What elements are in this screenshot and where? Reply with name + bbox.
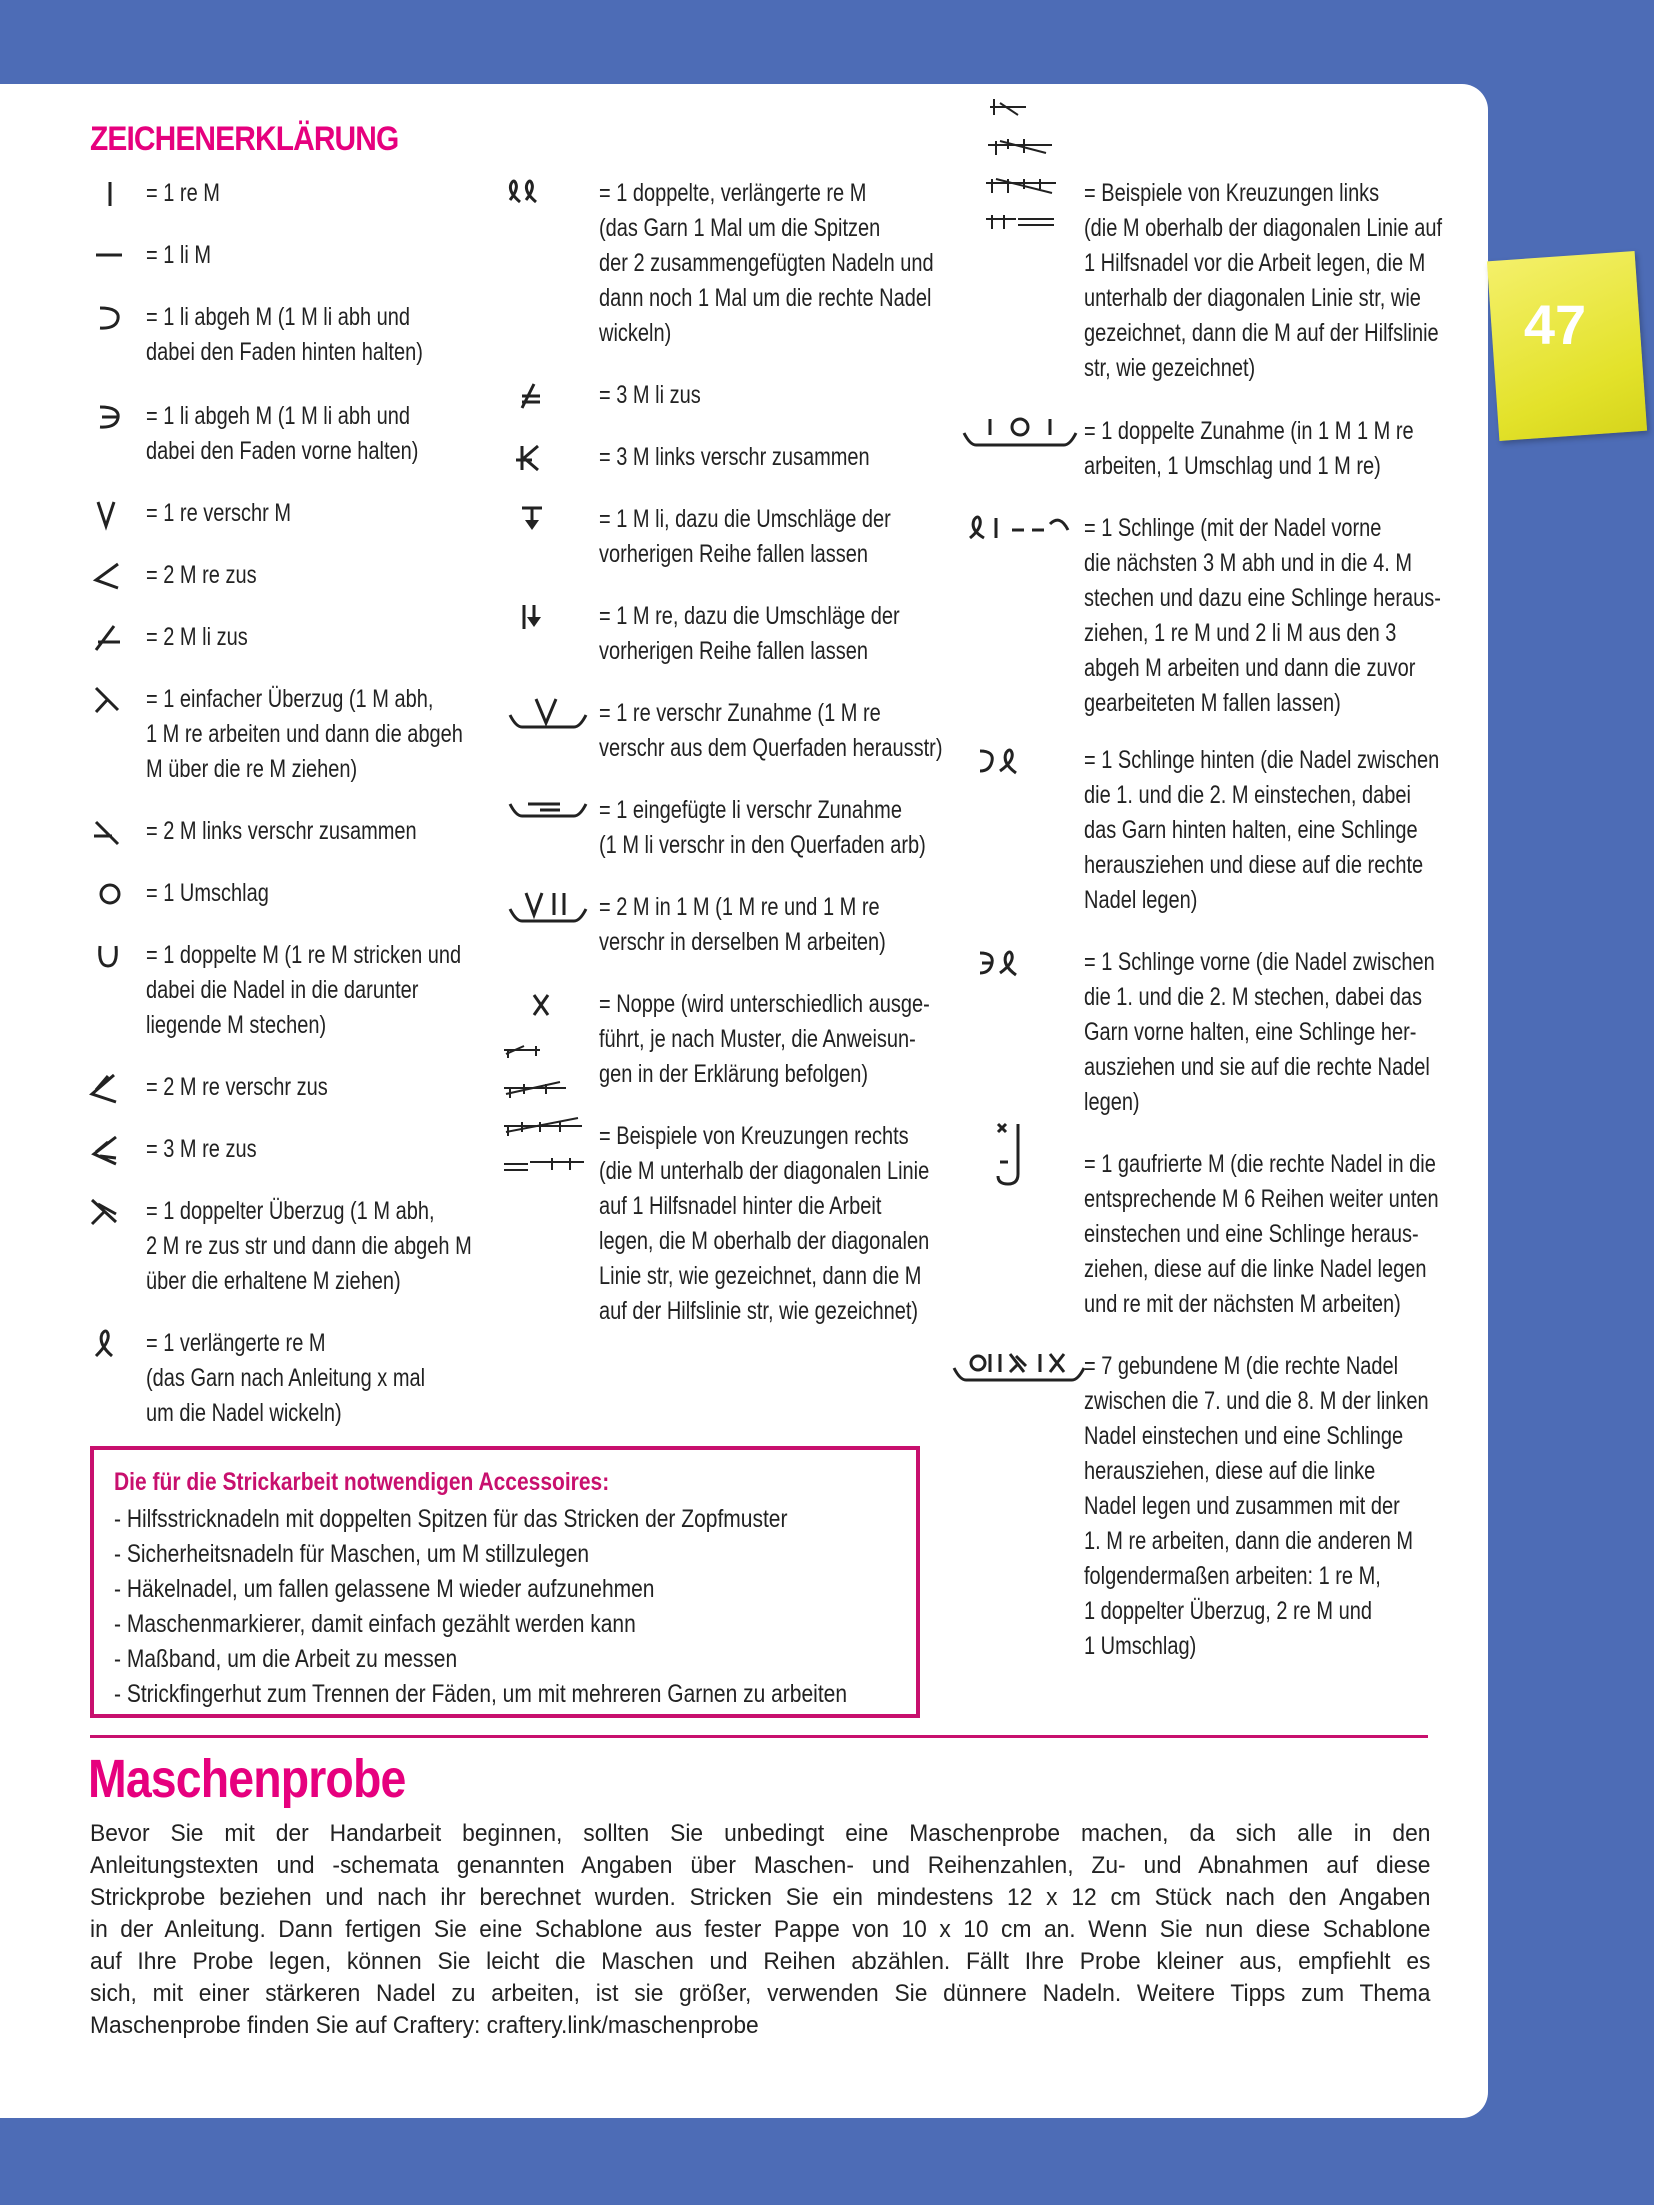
legend-line: Nadel legen und zusammen mit der [1084, 1492, 1400, 1520]
legend-line: M über die re M ziehen) [146, 755, 358, 783]
paragraph-line: auf Ihre Probe legen, können Sie leicht die Maschen und Reihen abzählen. Fällt Ihre Probe kleiner aus, empfiehlt es [90, 1948, 1431, 1975]
gathered-stitch-icon [960, 1147, 1040, 1181]
seven-bound-icon [960, 1349, 1084, 1383]
double-decrease-icon [86, 1194, 122, 1228]
legend-line: str, wie gezeichnet) [1084, 354, 1256, 382]
legend-line: (1 M li verschr in den Querfaden arb) [599, 831, 926, 859]
legend-line: stechen und dazu eine Schlinge heraus- [1084, 584, 1441, 612]
legend-line: dann noch 1 Mal um die rechte Nadel [599, 284, 932, 312]
legend-line: = 3 M li zus [599, 381, 701, 409]
legend-line: = 7 gebundene M (die rechte Nadel [1084, 1352, 1399, 1380]
list-item: - Maßband, um die Arbeit zu messen [114, 1645, 458, 1673]
legend-line: die 1. und die 2. M stechen, dabei das [1084, 983, 1423, 1011]
k2tog-tbl-icon [86, 1070, 122, 1104]
legend-line: das Garn hinten halten, eine Schlinge [1084, 816, 1418, 844]
p2tog-tbl-icon [86, 814, 122, 848]
legend-text [1084, 414, 1414, 484]
legend-line: = 2 M links verschr zusammen [146, 817, 417, 845]
legend-line: dabei die Nadel in die darunter [146, 976, 419, 1004]
list-item: - Häkelnadel, um fallen gelassene M wieder aufzunehmen [114, 1575, 655, 1603]
legend-text [1084, 945, 1435, 1120]
legend-line: herausziehen und diese auf die rechte [1084, 851, 1424, 879]
legend-line: (die M unterhalb der diagonalen Linie [599, 1157, 930, 1185]
elongated-stitch-icon [86, 1326, 122, 1360]
legend-line: (die M oberhalb der diagonalen Linie auf [1084, 214, 1443, 242]
legend-text [146, 876, 269, 911]
legend-text [599, 793, 926, 863]
legend-line: = 3 M re zus [146, 1135, 257, 1163]
legend-line: die 1. und die 2. M einstechen, dabei [1084, 781, 1411, 809]
legend-line: legen) [1084, 1088, 1140, 1116]
paragraph-line: sich, mit einer stärkeren Nadel zu arbeiten, ist sie größer, verwenden Sie dünnere Nadeln. Weitere Tipps zum Thema [90, 1980, 1431, 2007]
legend-line: = 1 eingefügte li verschr Zunahme [599, 796, 902, 824]
knit-stitch-icon [86, 176, 122, 210]
legend-heading: ZEICHENERKLÄRUNG [90, 120, 399, 158]
legend-text [599, 599, 900, 669]
legend-text [1084, 743, 1439, 918]
accessories-title: Die für die Strickarbeit notwendigen Accessoires: [114, 1468, 610, 1496]
two-in-one-icon [500, 890, 590, 924]
legend-line: = 1 M re, dazu die Umschläge der [599, 602, 900, 630]
legend-line: = 1 Schlinge hinten (die Nadel zwischen [1084, 746, 1440, 774]
legend-text [146, 620, 248, 655]
legend-line: = Noppe (wird unterschiedlich ausge- [599, 990, 930, 1018]
legend-text [1084, 1147, 1439, 1322]
legend-text [146, 1194, 472, 1299]
yarn-over-icon [86, 876, 122, 910]
legend-line: = 1 doppelter Überzug (1 M abh, [146, 1197, 435, 1225]
legend-line: vorherigen Reihe fallen lassen [599, 540, 869, 568]
legend-line: = 2 M li zus [146, 623, 248, 651]
legend-line: = 2 M re verschr zus [146, 1073, 328, 1101]
legend-line: zwischen die 7. und die 8. M der linken [1084, 1387, 1429, 1415]
legend-line: 1 M re arbeiten und dann die abgeh [146, 720, 463, 748]
legend-line: auf 1 Hilfsnadel hinter die Arbeit [599, 1192, 882, 1220]
legend-text [599, 176, 934, 351]
accessories-box [90, 1446, 920, 1718]
legend-line: liegende M stechen) [146, 1011, 327, 1039]
legend-text [146, 176, 220, 211]
left-cross-icon [960, 176, 1060, 210]
legend-text [146, 399, 418, 469]
legend-line: = 1 re verschr M [146, 499, 292, 527]
legend-text [599, 502, 891, 572]
legend-line: wickeln) [599, 319, 672, 347]
legend-line: = 3 M links verschr zusammen [599, 443, 870, 471]
list-item: - Maschenmarkierer, damit einfach gezählt werden kann [114, 1610, 636, 1638]
legend-line: um die Nadel wickeln) [146, 1399, 342, 1427]
legend-line: = 1 re M [146, 179, 220, 207]
legend-line: = Beispiele von Kreuzungen links [1084, 179, 1380, 207]
double-increase-icon [960, 414, 1080, 448]
legend-line: die nächsten 3 M abh und in die 4. M [1084, 549, 1412, 577]
legend-line: = 1 einfacher Überzug (1 M abh, [146, 685, 434, 713]
legend-text [146, 1132, 257, 1167]
legend-line: = 1 doppelte Zunahme (in 1 M 1 M re [1084, 417, 1414, 445]
list-item: - Hilfsstricknadeln mit doppelten Spitzen für das Stricken der Zopfmuster [114, 1505, 788, 1533]
legend-line: = 1 verlängerte re M [146, 1329, 326, 1357]
legend-line: (das Garn 1 Mal um die Spitzen [599, 214, 881, 242]
legend-text [599, 1119, 929, 1329]
legend-line: = 1 re verschr Zunahme (1 M re [599, 699, 881, 727]
paragraph-line: Strickprobe beziehen und nach ihr berechnet wurden. Stricken Sie ein mindestens 12 x 12 cm Stück nach den Angaben [90, 1884, 1431, 1911]
accessories-list [114, 1502, 987, 1712]
legend-line: = 1 M li, dazu die Umschläge der [599, 505, 891, 533]
legend-line: auf der Hilfslinie str, wie gezeichnet) [599, 1297, 919, 1325]
legend-line: verschr aus dem Querfaden herausstr) [599, 734, 943, 762]
maschenprobe-title: Maschenprobe [88, 1749, 406, 1809]
legend-line: führt, je nach Muster, die Anweisun- [599, 1025, 916, 1053]
p3tog-icon [500, 378, 550, 412]
legend-line: dabei den Faden vorne halten) [146, 437, 419, 465]
double-elongated-icon [500, 176, 550, 210]
legend-line: ziehen, diese auf die linke Nadel legen [1084, 1255, 1427, 1283]
k3tog-icon [86, 1132, 122, 1166]
p2tog-icon [86, 620, 122, 654]
legend-line: = 1 Schlinge (mit der Nadel vorne [1084, 514, 1382, 542]
paragraph-line: Anleitungstexten und -schemata genannten Angaben über Maschen- und Reihenzahlen, Zu- und Abnahmen auf diese [90, 1852, 1431, 1879]
legend-text [1084, 176, 1442, 386]
legend-line: = 1 li abgeh M (1 M li abh und [146, 402, 411, 430]
legend-line: über die erhaltene M ziehen) [146, 1267, 401, 1295]
legend-line: = 1 Umschlag [146, 879, 269, 907]
skp-icon [86, 682, 122, 716]
legend-line: vorherigen Reihe fallen lassen [599, 637, 869, 665]
twisted-increase-icon [500, 696, 590, 730]
purl-stitch-icon [86, 238, 122, 272]
purl-twisted-increase-icon [500, 793, 590, 827]
list-item: - Sicherheitsnadeln für Maschen, um M stillzulegen [114, 1540, 590, 1568]
legend-text [146, 682, 463, 787]
legend-line: einstechen und eine Schlinge heraus- [1084, 1220, 1419, 1248]
legend-line: legen, die M oberhalb der diagonalen [599, 1227, 930, 1255]
legend-text [146, 1070, 328, 1105]
loop-front-icon [960, 945, 1040, 979]
legend-line: der 2 zusammengefügten Nadeln und [599, 249, 934, 277]
purl-drop-yo-icon [500, 502, 550, 536]
legend-line: = 1 gaufrierte M (die rechte Nadel in die [1084, 1150, 1436, 1178]
legend-text [599, 378, 701, 413]
legend-line: = 1 doppelte M (1 re M stricken und [146, 941, 462, 969]
paragraph-line: Maschenprobe finden Sie auf Craftery: craftery.link/maschenprobe [90, 2012, 759, 2039]
legend-line: 1 Hilfsnadel vor die Arbeit legen, die M [1084, 249, 1426, 277]
legend-text [146, 558, 257, 593]
legend-line: folgendermaßen arbeiten: 1 re M, [1084, 1562, 1381, 1590]
legend-line: = 1 li M [146, 241, 212, 269]
legend-text [599, 696, 942, 766]
legend-text [146, 938, 461, 1043]
legend-line: verschr in derselben M arbeiten) [599, 928, 886, 956]
legend-line: gen in der Erklärung befolgen) [599, 1060, 869, 1088]
legend-line: gearbeiteten M fallen lassen) [1084, 689, 1341, 717]
paragraph-line: Bevor Sie mit der Handarbeit beginnen, sollten Sie unbedingt eine Maschenprobe machen, da sich alle in den [90, 1820, 1431, 1847]
legend-text [599, 440, 870, 475]
legend-line: 2 M re zus str und dann die abgeh M [146, 1232, 472, 1260]
legend-line: und re mit der nächsten M arbeiten) [1084, 1290, 1401, 1318]
loop-icon [960, 511, 1080, 545]
legend-line: = 1 doppelte, verlängerte re M [599, 179, 867, 207]
knit-drop-yo-icon [500, 599, 550, 633]
bobble-icon [500, 987, 550, 1021]
legend-line: = 1 li abgeh M (1 M li abh und [146, 303, 411, 331]
legend-text [146, 300, 423, 370]
legend-line: unterhalb der diagonalen Linie str, wie [1084, 284, 1421, 312]
legend-line: 1. M re arbeiten, dann die anderen M [1084, 1527, 1414, 1555]
legend-line: = 2 M in 1 M (1 M re und 1 M re [599, 893, 880, 921]
legend-text [599, 890, 886, 960]
legend-line: dabei den Faden hinten halten) [146, 338, 423, 366]
legend-line: arbeiten, 1 Umschlag und 1 M re) [1084, 452, 1381, 480]
legend-line: = 2 M re zus [146, 561, 257, 589]
legend-line: ziehen, 1 re M und 2 li M aus den 3 [1084, 619, 1397, 647]
k2tog-icon [86, 558, 122, 592]
page-number: 47 [1523, 293, 1587, 356]
legend-line: = Beispiele von Kreuzungen rechts [599, 1122, 909, 1150]
right-cross-icon [500, 1119, 590, 1153]
twisted-knit-icon [86, 496, 122, 530]
double-stitch-icon [86, 938, 122, 972]
maschenprobe-text [90, 1818, 1430, 2042]
legend-text [146, 814, 417, 849]
legend-line: (das Garn nach Anleitung x mal [146, 1364, 426, 1392]
legend-line: gezeichnet, dann die M auf der Hilfslinie [1084, 319, 1439, 347]
legend-text [599, 987, 930, 1092]
legend-line: abgeh M arbeiten und dann die zuvor [1084, 654, 1416, 682]
legend-line: entsprechende M 6 Reihen weiter unten [1084, 1185, 1439, 1213]
legend-line: = 1 Schlinge vorne (die Nadel zwischen [1084, 948, 1435, 976]
p3tog-tbl-icon [500, 440, 550, 474]
legend-line: ausziehen und sie auf die rechte Nadel [1084, 1053, 1430, 1081]
legend-text [146, 1326, 425, 1431]
legend-line: 1 doppelter Überzug, 2 re M und [1084, 1597, 1372, 1625]
legend-line: Nadel legen) [1084, 886, 1198, 914]
legend-text [146, 496, 291, 531]
legend-line: Linie str, wie gezeichnet, dann die M [599, 1262, 922, 1290]
slip-purl-front-icon [86, 399, 122, 433]
legend-text [1084, 1349, 1429, 1664]
loop-back-icon [960, 743, 1040, 777]
section-divider [90, 1735, 1428, 1738]
legend-line: Nadel einstechen und eine Schlinge [1084, 1422, 1404, 1450]
legend-text [1084, 511, 1441, 721]
legend-line: 1 Umschlag) [1084, 1632, 1197, 1660]
slip-purl-back-icon [86, 300, 122, 334]
legend-line: Garn vorne halten, eine Schlinge her- [1084, 1018, 1417, 1046]
paragraph-line: in der Anleitung. Dann fertigen Sie eine Schablone aus fester Pappe von 10 x 10 cm an. Wenn Sie nun diese Schablone [90, 1916, 1431, 1943]
list-item: - Strickfingerhut zum Trennen der Fäden, um mit mehreren Garnen zu arbeiten [114, 1680, 848, 1708]
legend-line: herausziehen, diese auf die linke [1084, 1457, 1376, 1485]
legend-text [146, 238, 211, 273]
